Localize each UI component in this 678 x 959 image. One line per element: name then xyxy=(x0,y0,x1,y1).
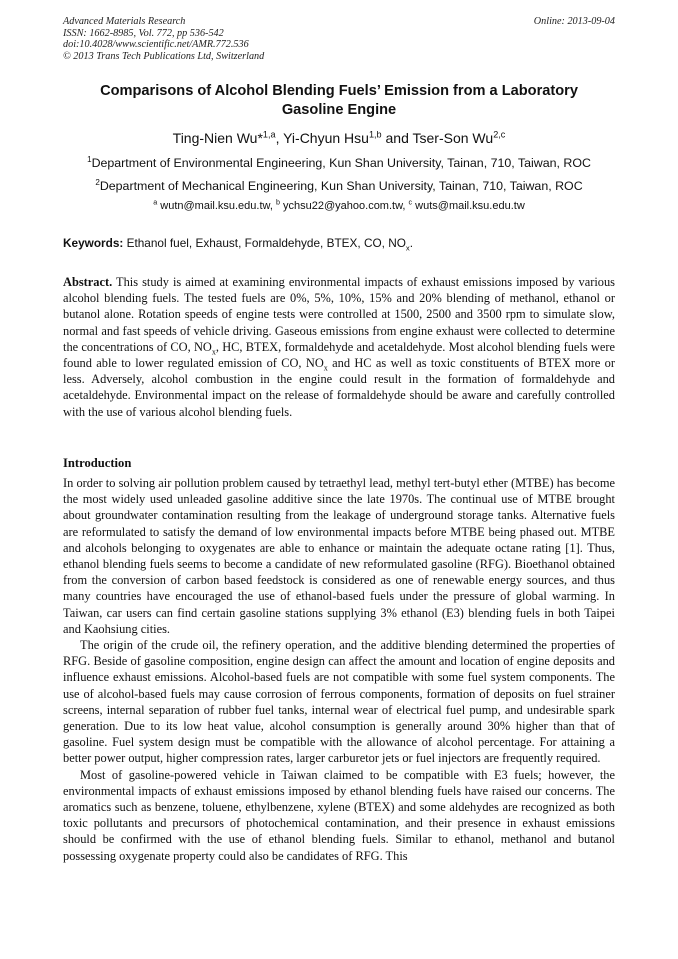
journal-copyright: © 2013 Trans Tech Publications Ltd, Switzerland xyxy=(63,50,265,62)
abstract-label: Abstract. xyxy=(63,275,113,289)
abstract-part-2: , HC, BTEX, formaldehyde and acetaldehyde. Most alcohol blending fuels were found able to lower regulated emission of CO, NO xyxy=(63,339,615,371)
online-date: Online: 2013-09-04 xyxy=(533,16,615,27)
title-line-1: Comparisons of Alcohol Blending Fuels’ Emission from a Laboratory xyxy=(100,83,578,99)
author-3: Tser-Son Wu xyxy=(412,130,494,146)
keywords xyxy=(63,236,615,251)
paper-title xyxy=(60,82,618,120)
author-sep-1: , xyxy=(275,130,284,146)
email-2: ychsu22@yahoo.com.tw, xyxy=(279,200,409,212)
affiliation-1 xyxy=(60,155,618,171)
email-b-sup: b xyxy=(275,198,280,207)
journal-doi: doi:10.4028/www.scientific.net/AMR.772.536 xyxy=(63,39,249,51)
abstract-sub-1: x xyxy=(211,347,216,357)
introduction-heading: Introduction xyxy=(63,456,132,470)
affiliation-2-text: Department of Mechanical Engineering, Kun Shan University, Tainan, 710, Taiwan, ROC xyxy=(99,179,583,193)
intro-paragraph-3: Most of gasoline-powered vehicle in Taiwan claimed to be compatible with E3 fuels; however, the environmental impacts of exhaust emissions imposed by ethanol blending fuels have raised our concerns. The aromatics such as benzene, toluene, ethylbenzene, xylene (BTEX) and some aldehydes are recognized as both toxic pollutants and precursors of photochemical contamination, and their presence in exhaust emissions should be confirmed with the use of ethanol blending fuels. Similar to ethanol, methanol and butanol possessing oxygenate property could also be candidates of RFG. This xyxy=(63,767,615,863)
affiliation-1-text: Department of Environmental Engineering, Kun Shan University, Tainan, 710, Taiwan, ROC xyxy=(91,156,591,170)
journal-header xyxy=(63,16,264,62)
affiliation-2 xyxy=(60,178,618,194)
email-a-sup: a xyxy=(153,198,158,207)
journal-issn: ISSN: 1662-8985, Vol. 772, pp 536-542 xyxy=(63,27,224,39)
author-1-sup: 1,a xyxy=(262,129,276,140)
abstract-sub-2: x xyxy=(323,363,328,373)
affiliation-1-sup: 1 xyxy=(87,154,92,164)
email-3: wuts@mail.ksu.edu.tw xyxy=(412,200,525,212)
author-emails xyxy=(60,199,618,213)
journal-name: Advanced Materials Research xyxy=(63,16,186,27)
keywords-text: Ethanol fuel, Exhaust, Formaldehyde, BTEX, CO, NO xyxy=(123,236,406,250)
author-3-sup: 2,c xyxy=(493,129,506,140)
intro-paragraph-1: In order to solving air pollution problem caused by tetraethyl lead, methyl tert-butyl ether (MTBE) has become the most widely used unleaded gasoline additive since the late 1970s. The continual use of MTBE brought about groundwater contamination resulting from the leakage of underground storage tanks. Alternative fuels are reformulated to satisfy the demand of low environmental impacts before MTBE being phased out. MTBE and alcohols belonging to oxygenates are able to enhance or maintain the adequate octane rating [1]. Thus, ethanol blending fuels seems to become a candidate of new reformulated gasoline (RFG). Bioethanol obtained from the conversion of carbon based feedstock is considered as one of renewable energy sources, and thus many countries have encouraged the use of ethanol-based fuels under the pressure of global warming. In Taiwan, car users can find certain gasoline stations supplying 3% ethanol (E3) blending fuels in both Taipei and Kaohsiung cities. xyxy=(63,476,615,636)
keywords-end: . xyxy=(409,236,414,250)
abstract-part-3: and HC as well as toxic constituents of BTEX more or less. Adversely, alcohol combustion in the engine could result in the formation of formaldehyde and acetaldehyde. Environmental impact on the release of formaldehyde should be aware and carefully controlled with the use of various alcohol blending fuels. xyxy=(63,356,615,419)
keywords-label: Keywords: xyxy=(63,236,124,250)
affiliation-2-sup: 2 xyxy=(95,177,100,187)
email-c-sup: c xyxy=(408,198,413,207)
author-2: Yi-Chyun Hsu xyxy=(283,130,369,146)
author-sep-2: and xyxy=(381,130,413,146)
title-line-2: Gasoline Engine xyxy=(281,102,397,118)
author-1: Ting-Nien Wu* xyxy=(172,130,263,146)
intro-paragraph-2: The origin of the crude oil, the refinery operation, and the additive blending determined the properties of RFG. Beside of gasoline composition, engine design can affect the amount and location of engine deposits and influence exhaust emissions. Alcohol-based fuels are not compatible with some fuel system components. The use of alcohol-based fuels may cause corrosion of ferrous components, formation of deposits on fuel strainer screens, internal separation of rubber fuel tanks, internal wear of electrical fuel pump, and undesirable spark generation. Due to its low heat value, alcohol consumption is generally around 30% higher than that of gasoline. Fuel system design must be compatible with the allowance of alcohol percentage. For attaining a better power output, higher compression rates, larger carburetor jets or fuel injectors are frequently required. xyxy=(63,638,615,766)
author-2-sup: 1,b xyxy=(368,129,382,140)
abstract-part-1: This study is aimed at examining environmental impacts of exhaust emissions imposed by various alcohol blending fuels. The tested fuels are 0%, 5%, 10%, 15% and 20% blending of methanol, ethanol or butanol alone. Rotation speeds of engine tests were controlled at 1500, 2500 and 3500 rpm to simulate slow, normal and fast speeds of vehicle driving. Gaseous emissions from engine exhaust were collected to determine the concentrations of CO, NO xyxy=(63,275,615,354)
email-1: wutn@mail.ksu.edu.tw, xyxy=(157,200,276,212)
introduction-body xyxy=(63,475,615,864)
abstract xyxy=(63,274,615,420)
keywords-sub: x xyxy=(405,243,410,253)
author-list xyxy=(60,129,618,147)
